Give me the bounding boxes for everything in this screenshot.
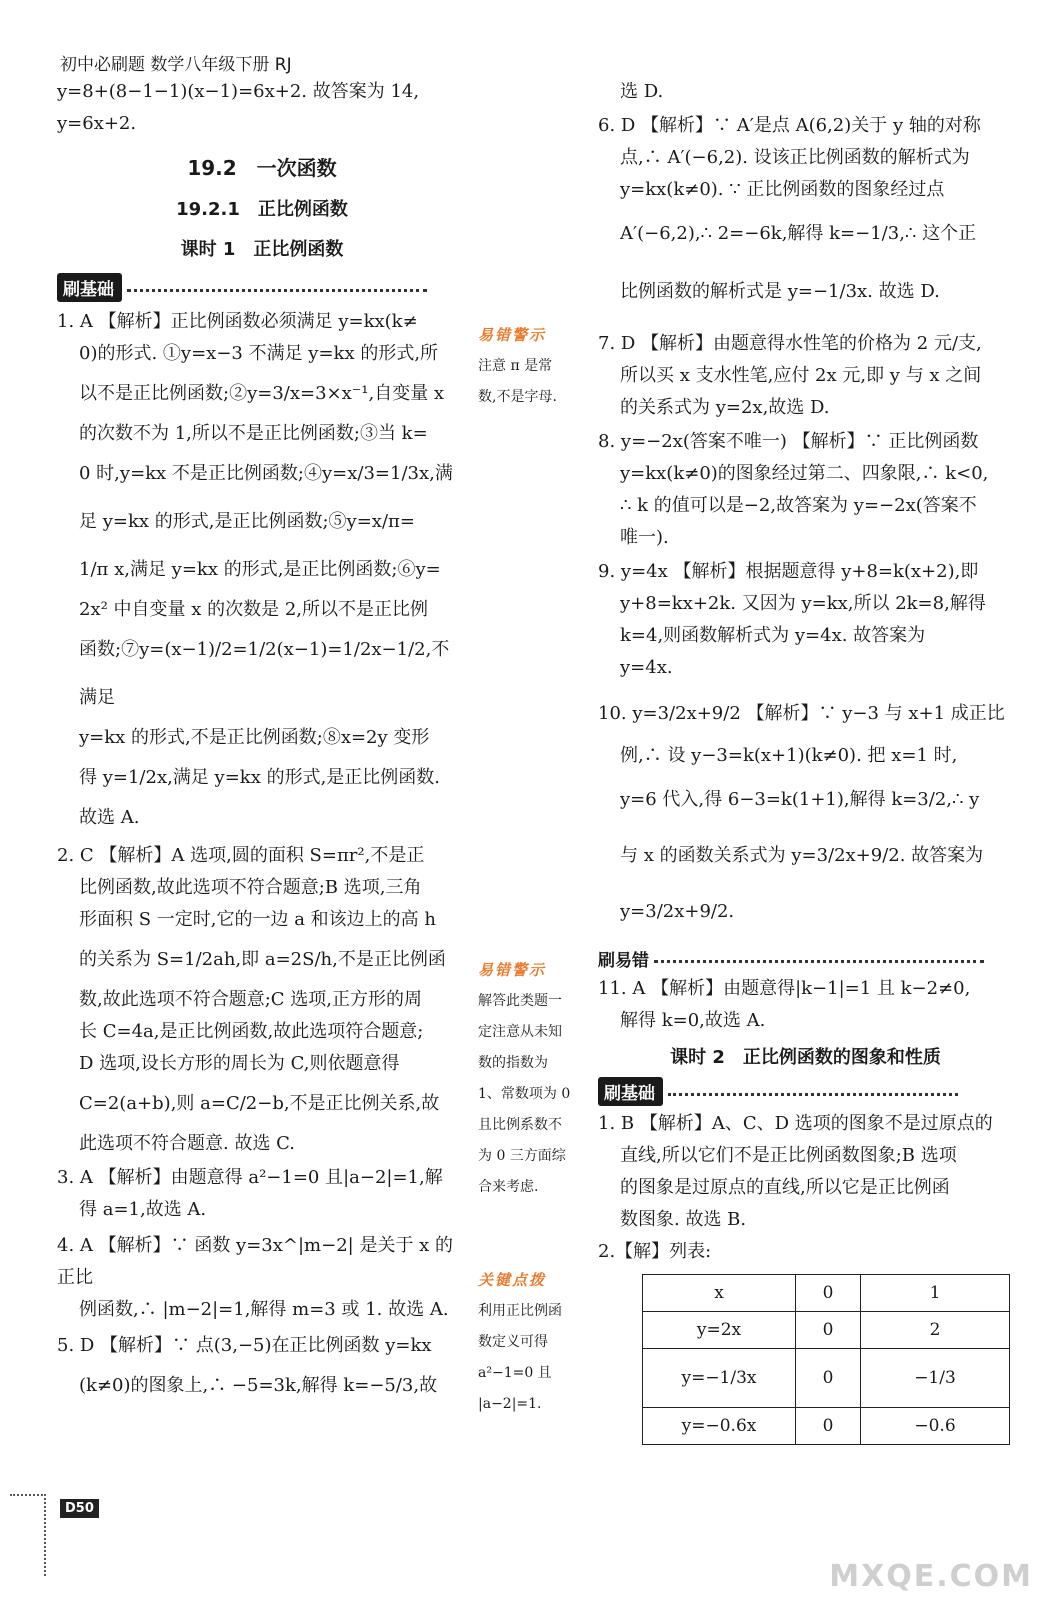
- page-number: D50: [60, 1499, 99, 1518]
- right-column: [598, 76, 1013, 1445]
- answer-line: 1. B 【解析】A、C、D 选项的图象不是过原点的: [598, 1113, 993, 1134]
- answer-line: k=4,则函数解析式为 y=4x. 故答案为: [620, 625, 926, 646]
- table-cell: x: [643, 1275, 796, 1312]
- side-note-line: 数定义可得: [478, 1334, 548, 1350]
- side-note-line: 数的指数为: [478, 1055, 548, 1071]
- side-note-line: |a−2|=1.: [478, 1396, 542, 1412]
- side-note-line: 定注意从未知: [478, 1024, 562, 1040]
- dotted-rule: [668, 1093, 958, 1096]
- answer-line: 的关系式为 y=2x,故选 D.: [620, 397, 830, 418]
- answer-line: 数图象. 故选 B.: [620, 1209, 747, 1230]
- side-note-line: 为 0 三方面综: [478, 1148, 566, 1164]
- side-note-line: 注意 π 是常: [478, 358, 553, 374]
- answer-line: 直线,所以它们不是正比例函数图象;B 选项: [620, 1145, 957, 1166]
- answer-line: y=kx(k≠0)的图象经过第二、四象限,∴ k<0,: [620, 463, 989, 484]
- answer-line: 0 时,y=kx 不是正比例函数;④y=x/3=1/3x,满: [79, 463, 453, 484]
- answer-line: 1. A 【解析】正比例函数必须满足 y=kx(k≠: [57, 311, 418, 332]
- answer-line: 长 C=4a,是正比例函数,故此选项符合题意;: [79, 1021, 424, 1042]
- side-note-mistake: [478, 320, 588, 413]
- answer-line: 以不是正比例函数;②y=3/x=3×x⁻¹,自变量 x: [79, 383, 445, 404]
- table-row: [643, 1349, 1010, 1408]
- answer-line: 点,∴ A′(−6,2). 设该正比例函数的解析式为: [620, 147, 970, 168]
- answer-line: 5. D 【解析】∵ 点(3,−5)在正比例函数 y=kx: [57, 1335, 432, 1356]
- easy-mistake-label: 刷易错: [598, 951, 649, 971]
- table-cell: 1: [861, 1275, 1010, 1312]
- answer-line: 1/π x,满足 y=kx 的形式,是正比例函数;⑥y=: [79, 559, 441, 580]
- answer-line: y=kx 的形式,不是正比例函数;⑧x=2y 变形: [79, 727, 430, 748]
- answer-line: 的关系为 S=1/2ah,即 a=2S/h,不是正比例函: [79, 949, 446, 970]
- side-note-line: 解答此类题一: [478, 993, 562, 1009]
- answer-line: ∴ k 的值可以是−2,故答案为 y=−2x(答案不: [620, 495, 977, 516]
- table-cell: 0: [796, 1312, 861, 1349]
- side-note-line: a²−1=0 且: [478, 1365, 552, 1381]
- side-note-title: 关键点拨: [478, 1271, 547, 1289]
- side-note-line: 1、常数项为 0: [478, 1086, 571, 1102]
- side-note-title: 易错警示: [478, 326, 547, 344]
- answer-line: 7. D 【解析】由题意得水性笔的价格为 2 元/支,: [598, 333, 982, 354]
- dotted-rule: [654, 960, 984, 963]
- answer-line: 9. y=4x 【解析】根据题意得 y+8=k(x+2),即: [598, 561, 979, 582]
- table-row: [643, 1275, 1010, 1312]
- answer-line: 例函数,∴ |m−2|=1,解得 m=3 或 1. 故选 A.: [79, 1299, 449, 1320]
- table-row: [643, 1312, 1010, 1349]
- table-cell: 0: [796, 1275, 861, 1312]
- section-badge: 刷基础: [57, 273, 122, 302]
- answer-line: 0)的形式. ①y=x−3 不满足 y=kx 的形式,所: [79, 343, 439, 364]
- left-column: [57, 76, 467, 1410]
- side-note-title: 易错警示: [478, 961, 547, 979]
- table-cell: −0.6: [861, 1408, 1010, 1445]
- page-edge-marker: [10, 1494, 46, 1576]
- answer-line: (k≠0)的图象上,∴ −5=3k,解得 k=−5/3,故: [79, 1375, 438, 1396]
- answer-line: 例,∴ 设 y−3=k(x+1)(k≠0). 把 x=1 时,: [620, 745, 958, 766]
- answer-line: 的次数不为 1,所以不是正比例函数;③当 k=: [79, 423, 428, 444]
- answer-line: 10. y=3/2x+9/2 【解析】∵ y−3 与 x+1 成正比: [598, 703, 1005, 724]
- answer-line: 此选项不符合题意. 故选 C.: [79, 1133, 296, 1154]
- table-cell: y=−0.6x: [643, 1408, 796, 1445]
- answer-line: 选 D.: [620, 81, 664, 102]
- side-note-line: 数,不是字母.: [478, 389, 557, 405]
- answer-line: 2.【解】列表:: [598, 1241, 712, 1262]
- answer-line: 比例函数,故此选项不符合题意;B 选项,三角: [79, 877, 422, 898]
- section-heading: 19.2 一次函数: [187, 156, 337, 180]
- answer-line: 故选 A.: [79, 807, 140, 828]
- lesson-heading: 课时 1 正比例函数: [180, 239, 344, 260]
- answer-line: 8. y=−2x(答案不唯一) 【解析】∵ 正比例函数: [598, 431, 979, 452]
- answer-line: 3. A 【解析】由题意得 a²−1=0 且|a−2|=1,解: [57, 1167, 443, 1188]
- table-cell: 0: [796, 1349, 861, 1408]
- running-header: 初中必刷题 数学八年级下册 RJ: [60, 55, 292, 75]
- answer-line: y=3/2x+9/2.: [620, 901, 735, 922]
- intro-line: y=6x+2.: [57, 113, 137, 134]
- answer-line: 2x² 中自变量 x 的次数是 2,所以不是正比例: [79, 599, 429, 620]
- table-cell: y=2x: [643, 1312, 796, 1349]
- answer-line: 足 y=kx 的形式,是正比例函数;⑤y=x/π=: [79, 511, 415, 532]
- answer-line: 与 x 的函数关系式为 y=3/2x+9/2. 故答案为: [620, 845, 984, 866]
- answer-line: y=4x.: [620, 657, 673, 678]
- answer-line: 形面积 S 一定时,它的一边 a 和该边上的高 h: [79, 909, 436, 930]
- answer-line: 函数;⑦y=(x−1)/2=1/2(x−1)=1/2x−1/2,不满足: [79, 639, 450, 708]
- table-row: [643, 1408, 1010, 1445]
- answer-line: 比例函数的解析式是 y=−1/3x. 故选 D.: [620, 281, 940, 302]
- answer-line: 6. D 【解析】∵ A′是点 A(6,2)关于 y 轴的对称: [598, 115, 981, 136]
- side-note-line: 且比例系数不: [478, 1117, 562, 1133]
- table-cell: 0: [796, 1408, 861, 1445]
- answer-line: 得 y=1/2x,满足 y=kx 的形式,是正比例函数.: [79, 767, 441, 788]
- answer-line: 4. A 【解析】∵ 函数 y=3x^|m−2| 是关于 x 的正比: [57, 1235, 454, 1288]
- lesson-heading: 课时 2 正比例函数的图象和性质: [670, 1047, 941, 1068]
- side-note-mistake: [478, 955, 588, 1203]
- answer-line: y=kx(k≠0). ∵ 正比例函数的图象经过点: [620, 179, 945, 200]
- watermark: MXQE.COM: [829, 1559, 1033, 1594]
- answer-line: 唯一).: [620, 527, 669, 548]
- table-cell: 2: [861, 1312, 1010, 1349]
- answer-line: y=6 代入,得 6−3=k(1+1),解得 k=3/2,∴ y: [620, 789, 980, 810]
- value-table: [642, 1274, 1010, 1445]
- answer-line: 得 a=1,故选 A.: [79, 1199, 207, 1220]
- table-cell: −1/3: [861, 1349, 1010, 1408]
- intro-line: y=8+(8−1−1)(x−1)=6x+2. 故答案为 14,: [57, 81, 420, 102]
- answer-line: 11. A 【解析】由题意得|k−1|=1 且 k−2≠0,: [598, 978, 971, 999]
- answer-line: 的图象是过原点的直线,所以它是正比例函: [620, 1177, 950, 1198]
- table-cell: y=−1/3x: [643, 1349, 796, 1408]
- answer-line: 数,故此选项不符合题意;C 选项,正方形的周: [79, 989, 423, 1010]
- dotted-rule: [127, 289, 427, 292]
- side-note-keypoint: [478, 1265, 588, 1420]
- side-note-line: 利用正比例函: [478, 1303, 562, 1319]
- answer-line: y+8=kx+2k. 又因为 y=kx,所以 2k=8,解得: [620, 593, 986, 614]
- answer-line: 解得 k=0,故选 A.: [620, 1010, 766, 1031]
- answer-line: A′(−6,2),∴ 2=−6k,解得 k=−1/3,∴ 这个正: [620, 223, 977, 244]
- answer-line: 所以买 x 支水性笔,应付 2x 元,即 y 与 x 之间: [620, 365, 982, 386]
- answer-line: C=2(a+b),则 a=C/2−b,不是正比例关系,故: [79, 1093, 440, 1114]
- side-note-line: 合来考虑.: [478, 1179, 539, 1195]
- subsection-heading: 19.2.1 正比例函数: [176, 199, 348, 220]
- answer-line: 2. C 【解析】A 选项,圆的面积 S=πr²,不是正: [57, 845, 425, 866]
- answer-line: D 选项,设长方形的周长为 C,则依题意得: [79, 1053, 400, 1074]
- section-badge: 刷基础: [598, 1077, 663, 1106]
